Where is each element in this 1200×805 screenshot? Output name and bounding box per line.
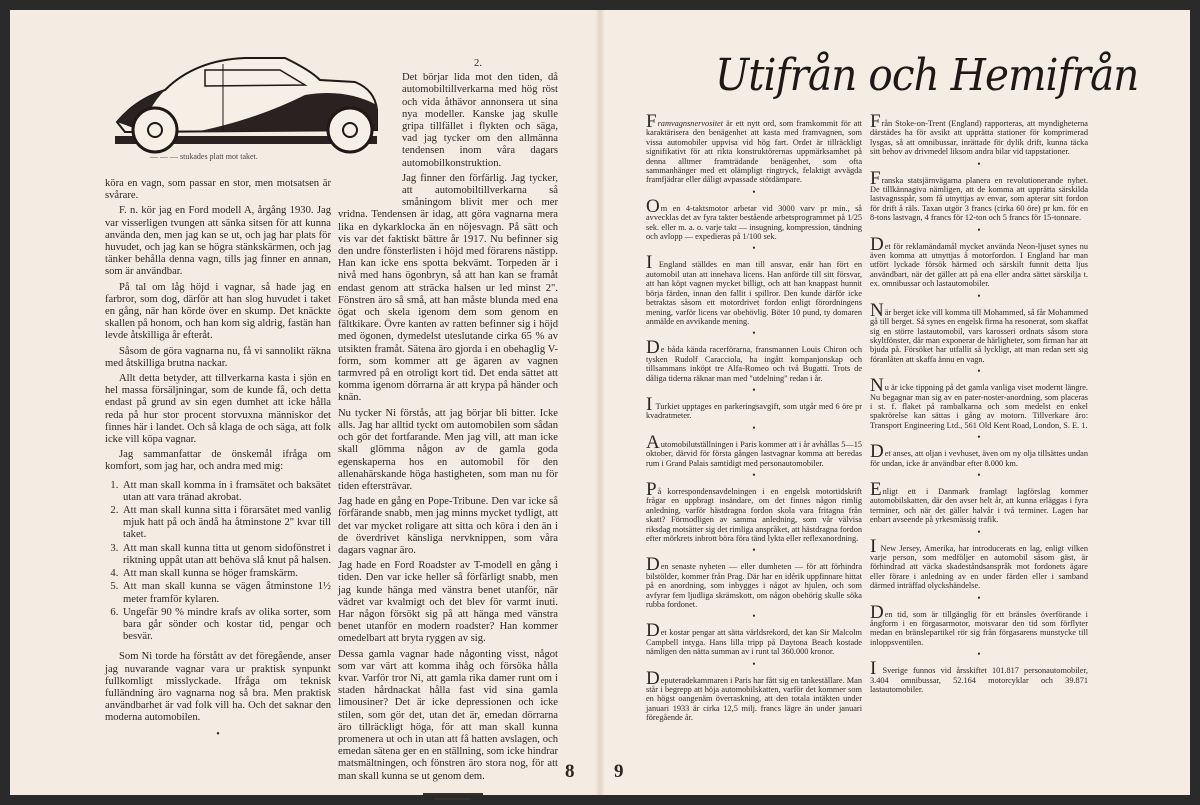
drop-cap: D — [646, 337, 660, 359]
article-paragraph: På tal om låg höjd i vagnar, så hade jag en farbror, som dog, därför att han slog huvudet i taket en gång, när han körde över en skump. Det knäckte skallen på honom, och han kom sig aldrig, fastän han levde åtskilliga år efteråt. — [105, 281, 331, 342]
news-item — [870, 478, 1088, 525]
drop-cap: D — [870, 601, 884, 623]
separator-dot: • — [752, 243, 756, 254]
news-item — [870, 233, 1088, 289]
separator-dot: • — [752, 328, 756, 339]
end-rule — [435, 798, 471, 800]
separator-dot: • — [752, 186, 756, 197]
news-text: rån Stoke-on-Trent (England) rapporteras, att myndigheterna därstädes ha för avsikt att upprätta stationer för komprimerad lysgas, så att omnibussar, inrättade för dylik drift, kunna täcka sitt behov av drivmedel liksom andra bilar vid tappstationer. — [870, 119, 1088, 157]
drop-cap: I — [870, 658, 877, 680]
separator-dot: • — [977, 469, 981, 480]
article-paragraph: Jag hade en Ford Roadster av T-modell en gång i tiden. Den var icke heller så förfärligt snabb, men jag kunde hänga med vänstra benet utanför, när vädret var kvalmigt och det blev för varmt inuti. Har någon försökt sig på att hänga med vänstra benet utanför en modern roadster? Han kommer omedelbart att bryta ryggen av sig. — [338, 560, 558, 645]
separator-dot: • — [977, 158, 981, 169]
end-rule — [423, 793, 483, 795]
drop-cap: I — [646, 252, 653, 274]
drop-cap: I — [870, 535, 877, 557]
news-text: e båda kända racerförarna, fransmannen Louis Chiron och tysken Rudolf Caracciola, ha ingått kompanjonskap och tillsammans inköpt tre Alfa-Romeo och två Bugatti. Trots de dåliga tiderna räknar man med "utdelning" redan i år. — [646, 345, 862, 383]
separator-dot: • — [977, 224, 981, 235]
news-column-2 — [870, 111, 1088, 695]
drop-cap: P — [646, 478, 657, 500]
drop-cap: D — [646, 620, 660, 642]
separator-dot: • — [752, 384, 756, 395]
drop-cap: F — [870, 167, 881, 189]
news-column-1 — [646, 111, 862, 723]
news-item — [646, 667, 862, 723]
drop-cap: I — [646, 393, 653, 415]
article-column-2 — [338, 58, 558, 800]
separator-dot: • — [752, 611, 756, 622]
comfort-wishlist — [105, 480, 331, 644]
news-item — [646, 195, 862, 242]
page-number: 8 — [565, 761, 575, 782]
drop-cap: F — [646, 111, 657, 132]
separator-dot: • — [752, 658, 756, 669]
article-paragraph: F. n. kör jag en Ford modell A, årgång 1930. Jag var visserligen tvungen att sänka sitsen för att kunna använda den, men jag kan se ut, och jag har plats för huvudet, och jag kan se högra stänkskärmen, och jag tänker behålla denna vagn, tills jag finner en annan, som är användbar. — [105, 205, 331, 278]
article-paragraph: Dessa gamla vagnar hade någonting visst, något som var värt att komma ihåg och försöka hålla kvar. Varför tror Ni, att gamla rika damer runt om i staden hårdnackat hålla fast vid sina gamla limousiner? Det är icke depressionen och icke stilen, som gör det, utan det är, emedan dörrarna äro tillräckligt höga, för att man skall kunna promenera ut och in utan att få hatten avslagen, och emedan sätena ger en en ställning, som icke hindrar matsmältningen, och fönstren äro stora nog, för att man skall kunna se ut genom dem. — [338, 648, 558, 782]
page-fold — [596, 10, 604, 795]
separator-dot: • — [977, 432, 981, 443]
news-item — [870, 441, 1088, 468]
separator-dot: • — [977, 592, 981, 603]
news-item — [870, 111, 1088, 157]
drop-cap: D — [646, 667, 660, 689]
separator-dot: • — [977, 649, 981, 660]
separator-dot: • — [752, 545, 756, 556]
drop-cap: O — [646, 195, 660, 217]
news-item — [646, 620, 862, 657]
news-item — [646, 431, 862, 468]
right-page-9 — [600, 10, 1190, 795]
news-text: en senaste nyheten — eller dumheten — för att förhindra bilstölder, kommer från Prag. Där har en idérik uppfinnare hittat på en anordning, som inbygges i något av hjulen, och som avfyrar fem ljudliga skrämskott, om någon obehörig skulle söka rubba fordonet. — [646, 562, 862, 610]
page-number: 9 — [614, 761, 624, 782]
drop-cap: A — [646, 431, 660, 453]
news-item — [646, 478, 862, 543]
news-text: en tid, som är tillgänglig för ett bränsles överförande i ångform i en förgasarmotor, motsvarar den tid som förflyter medan en bränslepartikel rör sig från förgasarens munstycke till inloppsventilen. — [870, 609, 1088, 647]
news-text: utomobilutställningen i Paris kommer att i år avhållas 5—15 oktober, därvid för första gången lastvagnar komma att beredas rum i Grand Palais samtidigt med personautomobiler. — [646, 439, 862, 468]
article-column-1 — [105, 178, 331, 745]
news-text: et för reklamändamål mycket använda Neon-ljuset synes nu även komma att utnyttjas å motorfordon. I England har man utfört lyckade försök härmed och särskilt funnit detta ljus användbart, när det gäller att på ena eller andra sättet särskilja t. ex. omnibussar och lastautomobiler. — [870, 241, 1088, 289]
news-item — [870, 375, 1088, 430]
article-paragraph: Jag sammanfattar de önskemål ifråga om komfort, som jag har, och andra med mig: — [105, 449, 331, 473]
drop-cap: N — [870, 375, 884, 397]
separator-dot: • — [752, 422, 756, 433]
left-page-8 — [10, 10, 600, 795]
drop-cap: E — [870, 478, 882, 500]
news-text: England ställdes en man till ansvar, enär han fört en automobil utan att innehava licens. Han anförde till sitt försvar, att han köpt vagnen mycket billigt, och att han knappast hunnit börja färden, innan den fallit i spillror. Den kunde därför icke betraktas såsom ett motordrivet fordon enligt förordningens mening, varför licens var obehövlig. Böter 10 pund, ty domaren anmälde en avvikande mening. — [646, 260, 862, 326]
section-title: Utifrån och Hemifrån — [715, 50, 1139, 101]
separator-dot: • — [216, 728, 220, 740]
article-paragraph: Jag finner den förfärlig. Jag tycker, att automobiltillverkarna så småningom blivit mer och mer vridna. Tendensen är idag, att göra vagnarna mera lika en dykarklocka än en nöjesvagn. På sätt och vis var det faktiskt bättre år 1917. Nu befinner sig den undre fönsterlisten i höjd med förarens nästipp. Han kan icke ens spotta bekvämt. Torpeden är i nivå med hans ögonbryn, så att han kan se framåt endast genom att sträcka halsen ur led minst 2". Fönstren äro så små, att han måste blunda med ena ögat och skela igenom dem som genom en fältkikare. Övre kanten av ratten befinner sig i höjd med ögonen, dymedelst uteslutande cirka 65 % av utsikten framåt. Sätena äro gjorda i en obehaglig V-form, som kommer att ge ägaren av vagnen tarmvred på en otroligt kort tid. Det enda sättet att komma igenom dörrarna är att krypa på händer och knän. — [338, 172, 558, 404]
news-text: är berget icke vill komma till Mohammed, så får Mohammed gå till berget. Så synes en engelsk firma ha resonerat, som skaffat sig en större lastautomobil, vars karosseri ordnats såsom stora skyltfönster, där man exponerar de härligheter, som firman har att bjuda på. Försöket har utfallit så lyckligt, att man redan sett sig föranlåten att skaffa ännu en vagn. — [870, 307, 1088, 364]
drop-cap: D — [646, 554, 660, 576]
article-paragraph: Allt detta betyder, att tillverkarna kasta i sjön en hel massa försäljningar, som de kunde få, och detta endast på grund av sin egen dumhet att icke hålla reda på hur stor procent storvuxna människor det finnes här i landet. Och så klaga de och säga, att folk icke vill köpa vagnar. — [105, 373, 331, 446]
drop-cap: D — [870, 233, 884, 255]
news-text: ranska statsjärnvägarna planera en revolutionerande nyhet. De tillkännagiva nämligen, att de komma att upprätta särskilda lastvagnsspår, som få utnyttjas av envar, som apterar sitt fordon för drift å räls. Taxan utgör 3 francs (cirka 60 öre) pr km. för en 8-tons lastvagn, 4 francs för 12-ton och 5 francs för 15-tonnare. — [870, 175, 1088, 223]
separator-dot: • — [977, 526, 981, 537]
news-item — [870, 167, 1088, 223]
list-item: 4. Att man skall kunna se höger framskärm. — [121, 568, 331, 580]
italic-term: ramvagnsnervositet — [657, 119, 724, 128]
list-item: 5. Att man skall kunna se vägen åtminstone 1½ meter framför kylaren. — [121, 581, 331, 605]
list-item: 6. Ungefär 90 % mindre krafs av olika sorter, som bara går sönder och kostar tid, pengar och besvär. — [121, 607, 331, 644]
news-item — [870, 658, 1088, 695]
news-item — [646, 337, 862, 383]
news-item — [646, 554, 862, 610]
news-item — [870, 299, 1088, 364]
list-item: 3. Att man skall kunna titta ut genom sidofönstret i riktning uppåt utan att behöva slå knut på halsen. — [121, 543, 331, 567]
news-text: eputeradekammaren i Paris har fått sig en tankeställare. Man står i begrepp att höja automobilskatten, varför det kommer som en högst oangenäm överraskning, att den totala intäkten under januari 1933 är cirka 12,5 milj. francs lägre än under januari föregående år. — [646, 675, 862, 723]
news-text: m en 4-taktsmotor arbetar vid 3000 varv pr min., så avvecklas det av fyra takter bestående arbetsprogrammet på 1/25 sek. eller m. a. o. varje takt — insugning, kompression, tändning och avlopp — expedieras på 1/100 sek. — [646, 203, 862, 242]
article-paragraph: köra en vagn, som passar en stor, men motsatsen är svårare. — [105, 178, 331, 202]
news-text: et kostar pengar att sätta världsrekord, det kan Sir Malcolm Campbell intyga. Hans lilla tripp på Daytona Beach kostade nämligen den nätta summan av i runt tal 360.000 kronor. — [646, 628, 862, 657]
news-text: å korrespondensavdelningen i en engelsk motortidskrift frågar en uppbragt insändare, om det finnes någon rimlig anledning, varför hästdragna fordon skola vara fritagna från skatt? Förmodligen av samma anledning, som vår välvisa riksdag motsätter sig det rimliga anspråket, att hästdragna fordon efter mörkrets inbrott böra föra tänd lykta eller reflexanordning. — [646, 486, 862, 543]
article-paragraph: Jag hade en gång en Pope-Tribune. Den var icke så förfärande snabb, men jag minns mycket tydligt, att det var mycket roligare att sitta och köra i den än i de överdrivet känsliga nervknippen, som våra dagars vagnar äro. — [338, 496, 558, 556]
news-text: Turkiet upptages en parkeringsavgift, som utgår med 6 öre pr kvadratmeter. — [646, 401, 862, 421]
drop-cap: N — [870, 299, 884, 321]
illustration-caption: — — — stukades platt mot taket. — [150, 152, 258, 161]
news-text: är ett nytt ord, som framkommit för att karaktärisera den benägenhet att kasta med framvagnen, som vissa automobiler uppvisa vid hög fart. Ordet är tillräckligt signifikativt för att rikta konstruktörernas uppmärksamhet på denna alltmer framträdande benägenhet, som ofta sammanhänger med ett olämpligt ringtryck, felaktigt avvägda framfjädrar eller dåligt avpassade stötdämpare. — [646, 119, 862, 185]
news-item — [870, 601, 1088, 648]
section-number: 2. — [474, 58, 482, 69]
article-paragraph: Det börjar lida mot den tiden, då automobiltillverkarna med hög röst och vida åthävor annonsera ut sina nya modeller. Kanske jag skulle gripa tillfället i flykten och säga, vad jag tycker om den allmänna tendensen inom våra dagars automobilkonstruktion. — [402, 72, 558, 169]
news-text: Sverige funnos vid årsskiftet 101.817 personautomobiler, 3.404 omnibussar, 52.164 motorcyklar och 39.871 lastautomobiler. — [870, 666, 1088, 695]
list-item: 2. Att man skall kunna sitta i förarsätet med vanlig mjuk hatt på och ändå ha åtminstone 2" kvar till taket. — [121, 505, 331, 542]
news-item — [646, 252, 862, 326]
article-paragraph: Nu tycker Ni förstås, att jag börjar bli bitter. Icke alls. Jag har alltid tyckt om automobilen som sådan och gör det fortfarande. Men jag vill, att man icke skall glömma någon av de gamla goda egenskaperna hos en automobil för den allenahärskande höga hastigheten, som man nu för tiden eftersträvar. — [338, 407, 558, 492]
article-paragraph: Som Ni torde ha förstått av det föregående, anser jag nuvarande vagnar vara ur praktisk synpunkt fullkomligt misslyckade. Ifråga om teknisk fulländning äro vagnarna nog så bra. Men praktisk användbarhet är vad folk vill ha. Och det saknar den moderna automobilen. — [105, 651, 331, 724]
drop-cap: D — [870, 441, 884, 463]
news-text: New Jersey, Amerika, har introducerats en lag, enligt vilken varje person, som medföljer en automobil såsom gäst, är förhindrad att väcka skadeståndsanspråk mot fordonets ägare eller förare i anledning av en under färden eller i samband därmed inträffad olyckshändelse. — [870, 543, 1088, 591]
news-item — [646, 393, 862, 421]
news-text: u är icke tippning på det gamla vanliga viset modernt längre. Nu begagnar man sig av en pater-noster-anordning, som placeras i st. f. flaket på rambalkarna och som medelst en enkel spakrörelse kan sättas i gång av motorn. Tillverkare äro: Transport Engineering Ltd., 561 Old Kent Road, London, S. E. 1. — [870, 383, 1088, 430]
list-item: 1. Att man skall komma in i framsätet och baksätet utan att vara tränad akrobat. — [121, 480, 331, 504]
news-text: et anses, att oljan i vevhuset, även om ny olja tillsättes undan för undan, icke är användbar efter 8.000 km. — [870, 449, 1088, 468]
drop-cap: F — [870, 111, 881, 132]
separator-dot: • — [752, 469, 756, 480]
news-text: nligt ett i Danmark framlagt lagförslag kommer automobilskatten, där den avser helt år, att kunna erläggas i fyra terminer, och när det gäller halvår i två terminer. Lagen har enbart avseende på yrkesmässig trafik. — [870, 486, 1088, 525]
separator-dot: • — [977, 290, 981, 301]
article-paragraph: Såsom de göra vagnarna nu, få vi sannolikt räkna med åtskilliga brutna nackar. — [105, 345, 331, 369]
news-item — [646, 111, 862, 185]
separator-dot: • — [977, 366, 981, 377]
news-item — [870, 535, 1088, 591]
